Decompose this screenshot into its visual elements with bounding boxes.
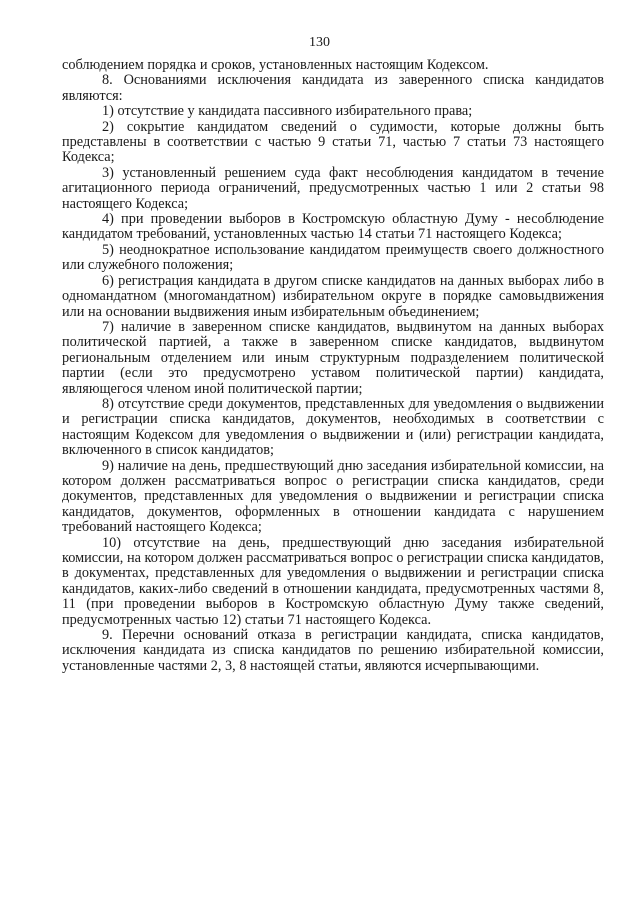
list-item-8: 8) отсутствие среди документов, представленных для уведомления о выдвижении и регистрации списка кандидатов, документов, необходимых в соответствии с настоящим Кодексом для уведомления о выдвижении и (или) регистрации кандидата, включенного в список кандидатов; (62, 395, 604, 459)
document-body (62, 58, 604, 674)
paragraph-section-8: 8. Основаниями исключения кандидата из заверенного списка кандидатов являются: (62, 72, 604, 104)
list-item-9: 9) наличие на день, предшествующий дню заседания избирательной комиссии, на котором должен рассматриваться вопрос о регистрации списка кандидатов, среди документов, представленных для уведомления о выдвижении и регистрации списка кандидатов, документов, оформленных в отношении кандидата с нарушением требований настоящего Кодекса; (62, 457, 604, 536)
paragraph-continuation: соблюдением порядка и сроков, установленных настоящим Кодексом. (62, 57, 489, 73)
list-item-3: 3) установленный решением суда факт несоблюдения кандидатом в течение агитационного периода ограничений, предусмотренных частью 1 или 2 статьи 98 настоящего Кодекса; (62, 164, 604, 212)
list-item-1: 1) отсутствие у кандидата пассивного избирательного права; (102, 103, 473, 120)
page-number: 130 (309, 35, 330, 50)
list-item-6: 6) регистрация кандидата в другом списке кандидатов на данных выборах либо в одномандатном (многомандатном) избирательном округе в порядке самовыдвижения или на основании выдвижения иным избирательным объединением; (62, 272, 604, 320)
list-item-7: 7) наличие в заверенном списке кандидатов, выдвинутом на данных выборах политической партией, а также в заверенном списке кандидатов, выдвинутом региональным отделением или иным структурным подразделением политической партии (если это предусмотрено уставом политической партии) кандидата, являющегося членом иной политической партии; (62, 318, 604, 397)
list-item-4: 4) при проведении выборов в Костромскую областную Думу - несоблюдение кандидатом требований, установленных частью 14 статьи 71 настоящего Кодекса; (62, 211, 604, 243)
list-item-5: 5) неоднократное использование кандидатом преимуществ своего должностного или служебного положения; (62, 241, 604, 274)
list-item-2: 2) сокрытие кандидатом сведений о судимости, которые должны быть представлены в соответствии с частью 9 статьи 71, частью 7 статьи 73 настоящего Кодекса; (62, 118, 604, 166)
paragraph-section-9: 9. Перечни оснований отказа в регистрации кандидата, списка кандидатов, исключения кандидата из списка кандидатов по решению избирательной комиссии, установленные частями 2, 3, 8 настоящей статьи, являются исчерпывающими. (62, 627, 604, 674)
list-item-10: 10) отсутствие на день, предшествующий дню заседания избирательной комиссии, на котором должен рассматриваться вопрос о регистрации списка кандидатов, в документах, представленных для уведомления о выдвижении и регистрации списка кандидатов, каких-либо сведений в отношении кандидата, предусмотренных частями 8, 11 (при проведении выборов в Костромскую областную Думу также сведений, предусмотренных частью 12) статьи 71 настоящего Кодекса. (62, 534, 604, 628)
